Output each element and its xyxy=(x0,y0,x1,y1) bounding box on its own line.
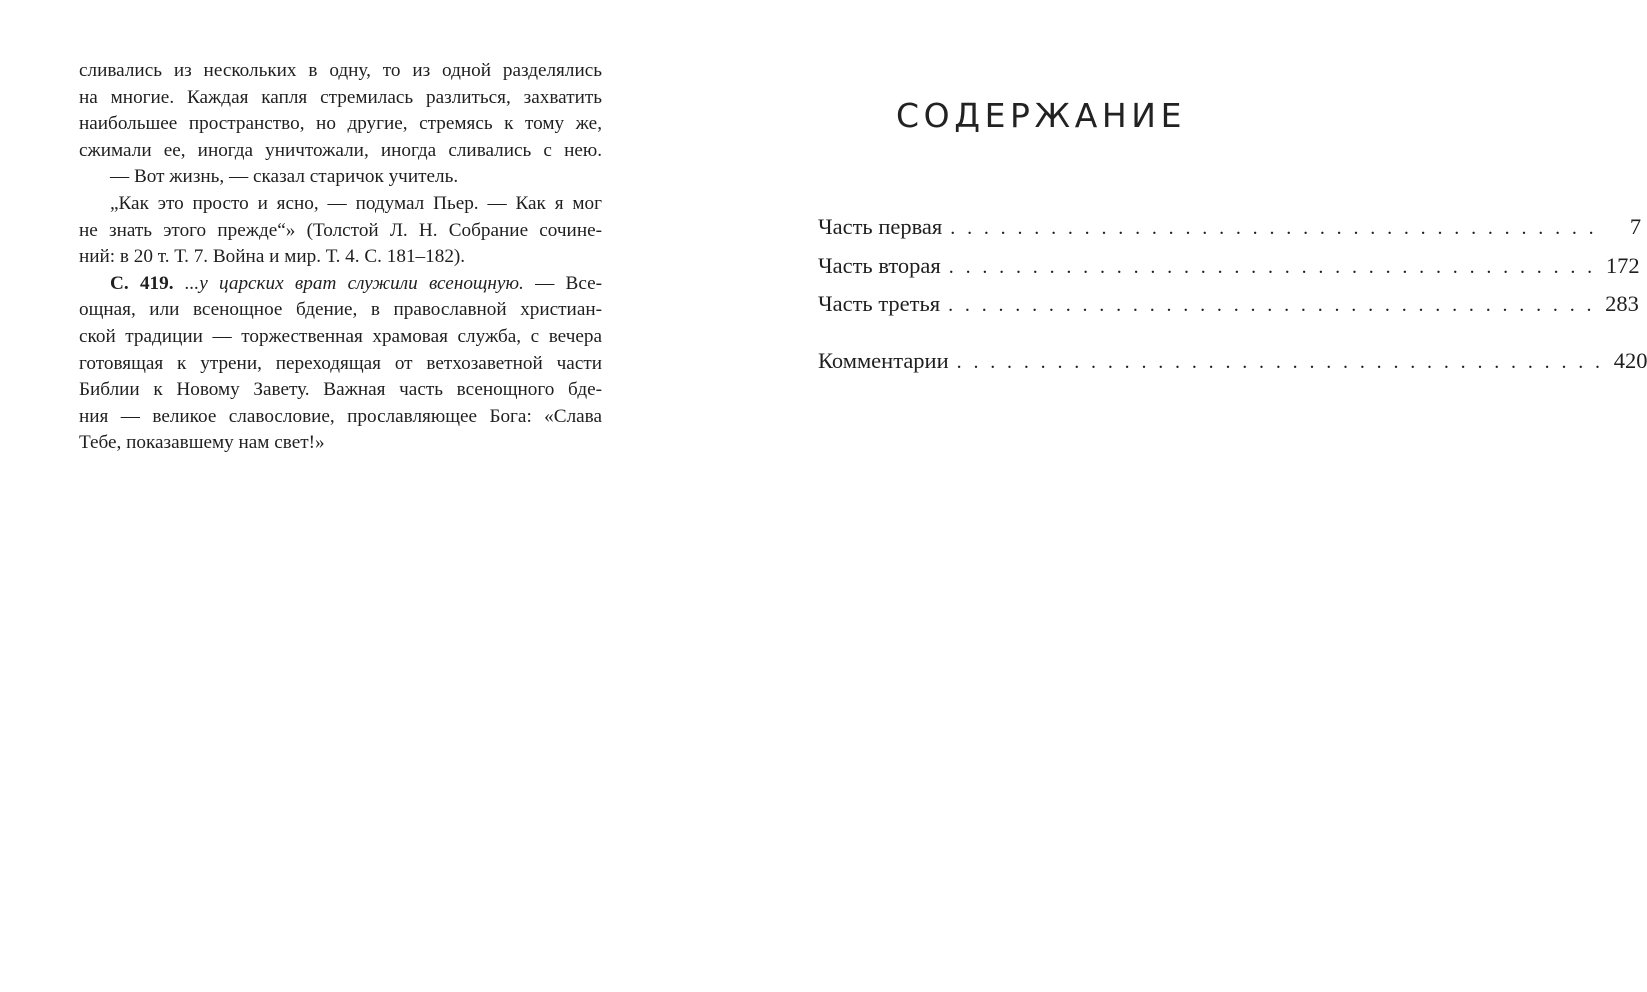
text-line: не знать этого прежде“» (Толстой Л. Н. Собрание сочине- xyxy=(79,219,602,241)
toc-entry-label: Комментарии xyxy=(818,348,949,373)
toc-entry-page: 172 xyxy=(1605,253,1640,278)
toc-leader-dots: . . . . . . . . . . . . . . . . . . . . . . . . . . . . . . . . . . . . . . . xyxy=(950,217,1598,239)
toc-entry-page: 420 xyxy=(1613,348,1647,373)
toc-leader-dots: . . . . . . . . . . . . . . . . . . . . . . . . . . . . . . . . . . . . . . . xyxy=(956,351,1604,373)
text-line: — Вот жизнь, — сказал старичок учитель. xyxy=(110,166,459,188)
text-line: на многие. Каждая капля стремилась разлиться, захватить xyxy=(79,86,602,108)
page-reference-label: С. 419. xyxy=(110,272,174,294)
text-line: готовящая к утрени, переходящая от ветхозаветной части xyxy=(79,352,602,374)
reference-quote: ...у царских врат служили всенощную. xyxy=(184,272,524,294)
toc-entry-page: 283 xyxy=(1605,291,1639,316)
toc-entry[interactable] xyxy=(818,253,1640,283)
text-line: „Как это просто и ясно, — подумал Пьер. — Как я мог xyxy=(110,192,602,214)
toc-entry-label: Часть третья xyxy=(818,291,941,316)
text-line: ния — великое славословие, прославляющее Бога: «Слава xyxy=(79,405,602,427)
toc-entry[interactable] xyxy=(818,348,1647,378)
toc-title: СОДЕРЖАНИЕ xyxy=(896,96,1187,135)
toc-entry-page: 7 xyxy=(1629,214,1642,239)
text-line: наибольшее пространство, но другие, стремясь к тому же, xyxy=(79,113,602,135)
text-line: Библии к Новому Завету. Важная часть всенощного бде- xyxy=(79,379,602,401)
text-line: Тебе, показавшему нам свет!» xyxy=(79,432,325,454)
text-line: ощная, или всенощное бдение, в православной христиан- xyxy=(79,299,602,321)
text-line: ской традиции — торжественная храмовая служба, с вечера xyxy=(79,325,602,347)
toc-entry[interactable] xyxy=(818,291,1639,321)
toc-leader-dots: . . . . . . . . . . . . . . . . . . . . . . . . . . . . . . . . . . . . . . . xyxy=(948,294,1595,316)
toc-entry-label: Часть вторая xyxy=(818,253,941,278)
text-line: сливались из нескольких в одну, то из одной разделялись xyxy=(79,60,602,81)
text-line: сжимали ее, иногда уничтожали, иногда сливались с нею. xyxy=(79,139,602,161)
left-page xyxy=(79,58,602,457)
text-line: ний: в 20 т. Т. 7. Война и мир. Т. 4. С. 181–182). xyxy=(79,246,466,268)
commentary-reference-line xyxy=(79,271,602,298)
toc-entry[interactable] xyxy=(818,214,1642,244)
reference-continuation: — Все- xyxy=(523,272,603,294)
toc-leader-dots: . . . . . . . . . . . . . . . . . . . . . . . . . . . . . . . . . . . . . . . xyxy=(948,256,1596,278)
toc-entry-label: Часть первая xyxy=(818,214,943,239)
